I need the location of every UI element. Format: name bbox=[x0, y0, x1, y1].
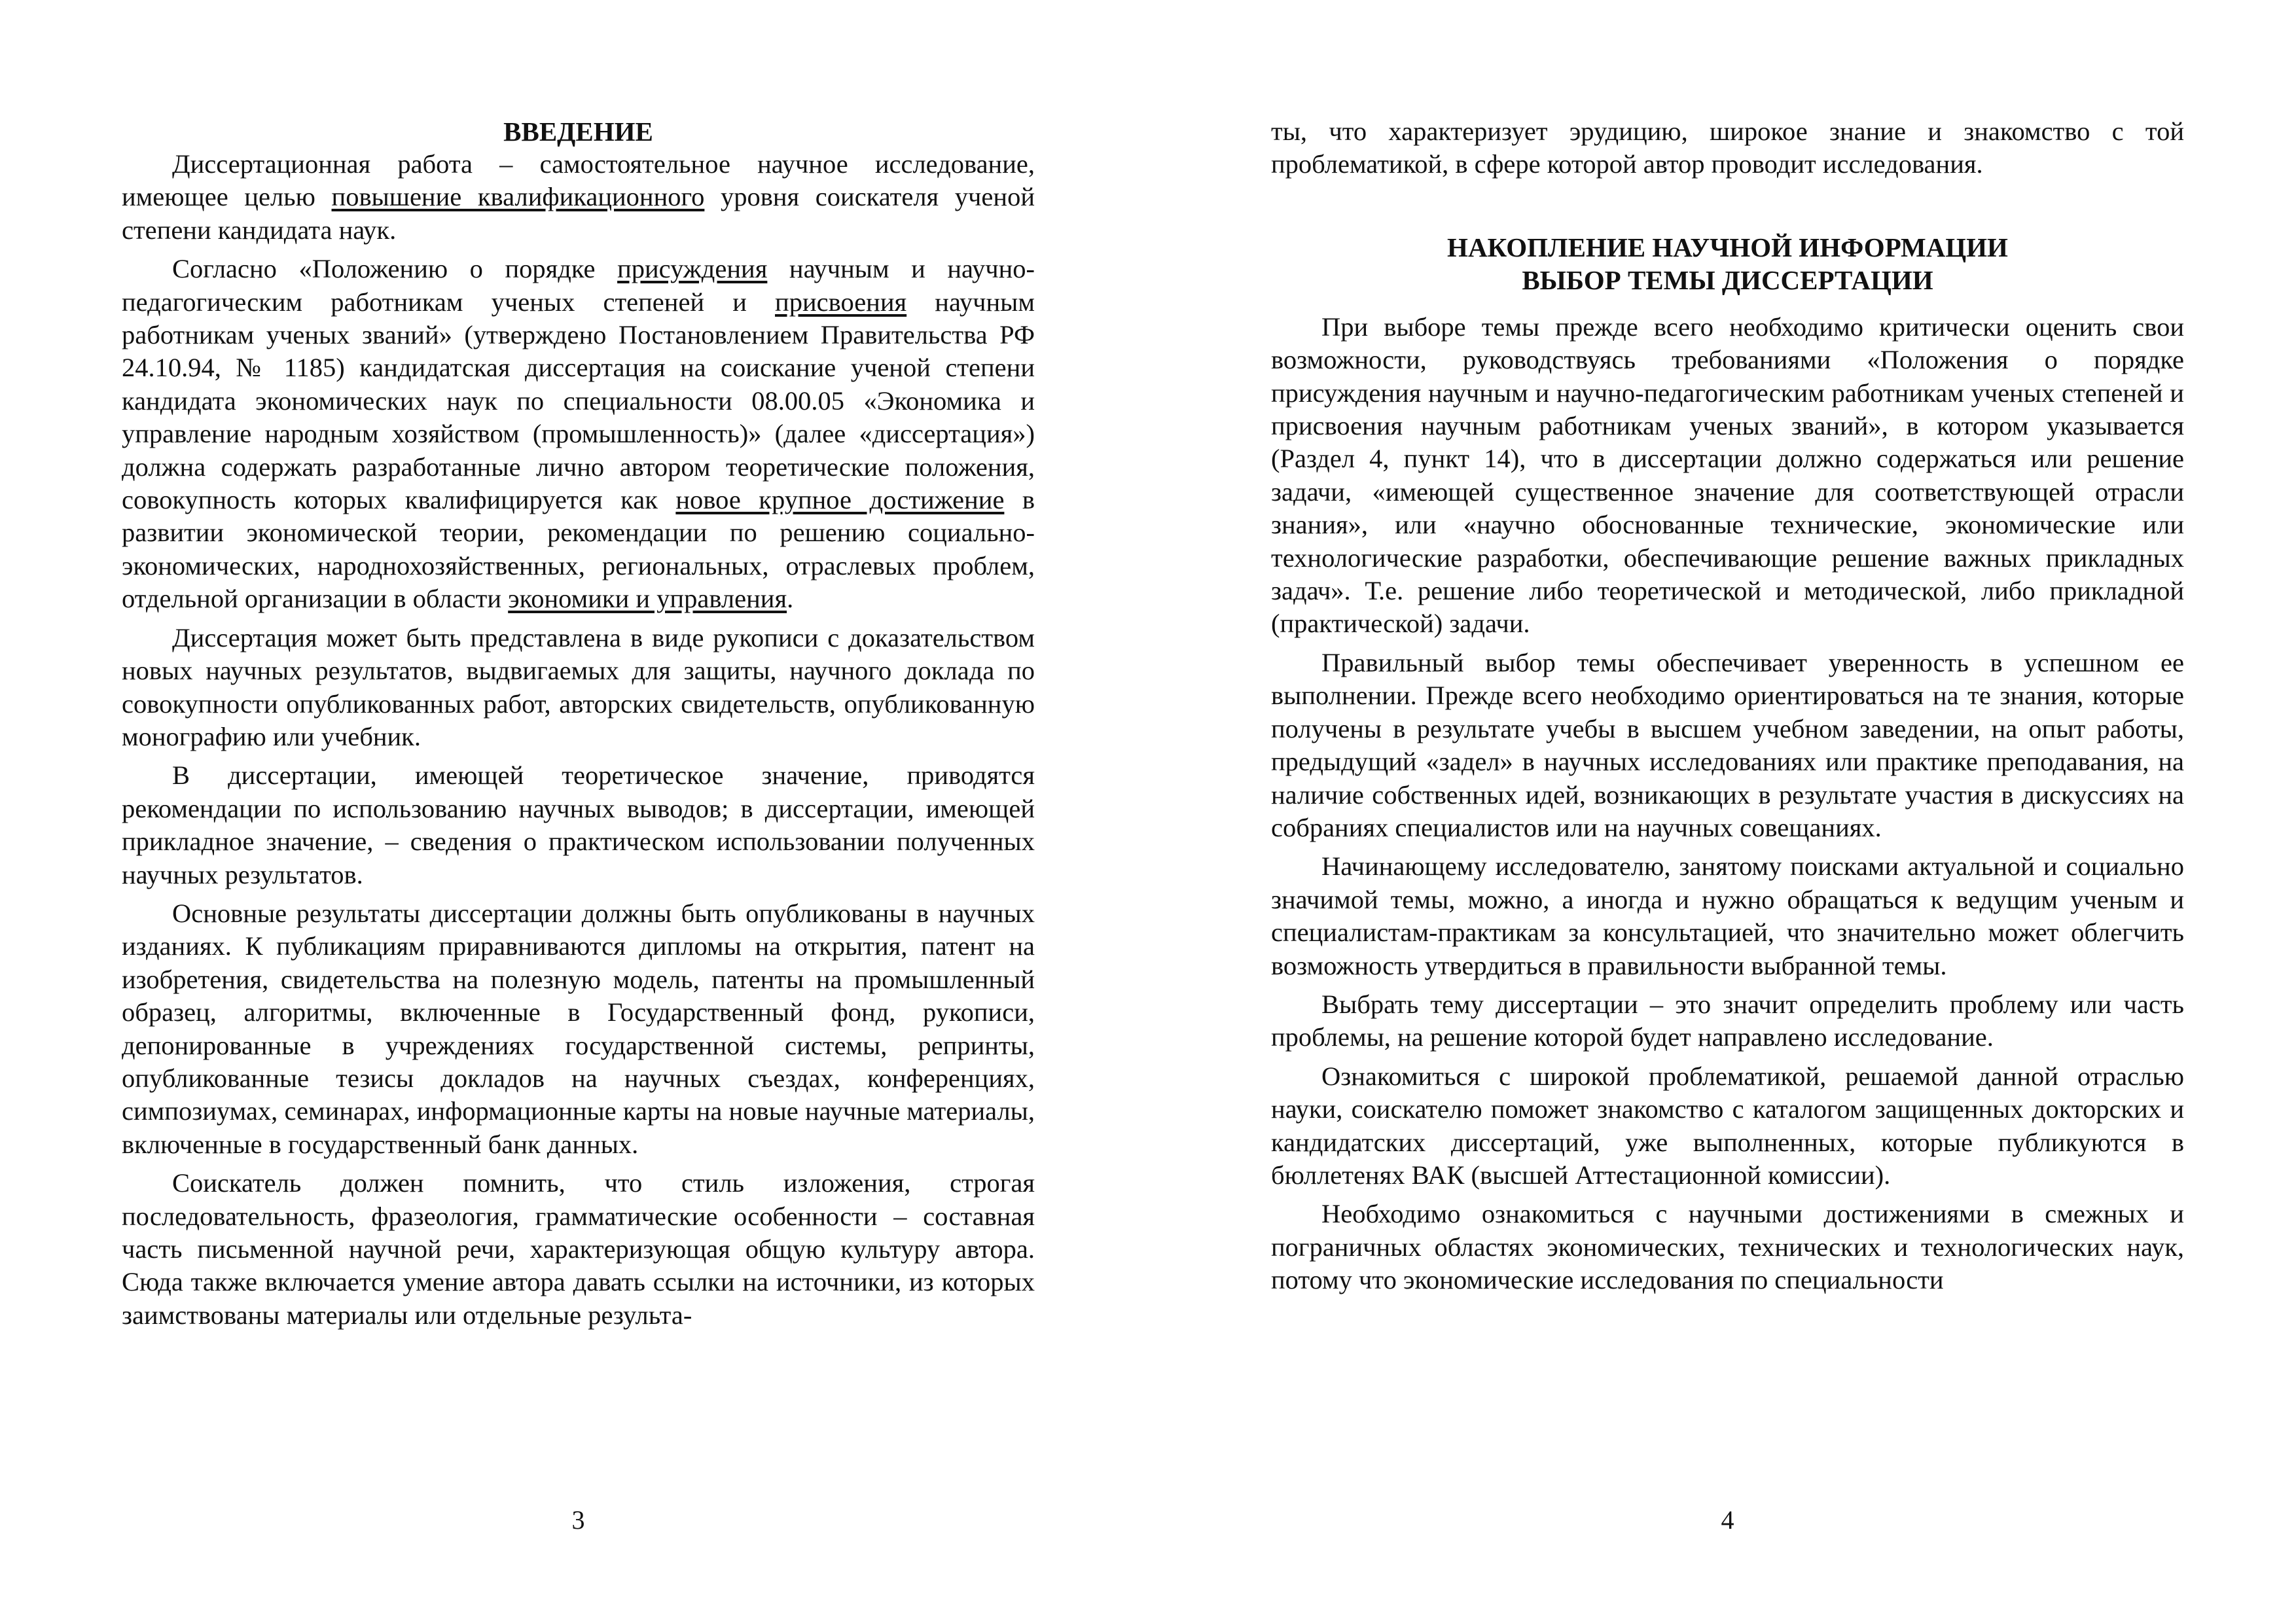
paragraph-dissertation-definition: Диссертационная работа – самостоятельное научное исследование, имеющее целью повышение квалификационного уровня соискателя ученой степени кандидата наук. bbox=[122, 149, 1035, 245]
paragraph-consultation: Начинающему исследователю, занятому поисками актуальной и социально значимой темы, можно, а иногда и нужно обращаться к ведущим ученым и специалистам-практикам за консультацией, что значительно может облегчить возможность утвердиться в правильности выбранной темы. bbox=[1271, 851, 2184, 980]
paragraph-continuation: ты, что характеризует эрудицию, широкое знание и знакомство с той проблематикой, в сфере которой автор проводит исследования. bbox=[1271, 116, 2184, 179]
page-number-right: 4 bbox=[1721, 1505, 1734, 1535]
page-number-left: 3 bbox=[571, 1505, 585, 1535]
right-text-column bbox=[1271, 115, 2184, 1297]
introduction-heading: ВВЕДЕНИЕ bbox=[503, 116, 653, 147]
paragraph-choose-topic: Выбрать тему диссертации – это значит определить проблему или часть проблемы, на решение которой будет направлено исследование. bbox=[1271, 989, 2184, 1052]
paragraph-publications: Основные результаты диссертации должны быть опубликованы в научных изданиях. К публикациям приравниваются дипломы на открытия, патент на изобретения, свидетельства на полезную модель, патенты на промышленный образец, алгоритмы, включенные в Государственный фонд, рукописи, депонированные в учреждениях государственной системы, репринты, опубликованные тезисы докладов на научных съездах, конференциях, симпозиумах, семинарах, информационные карты на новые научные материалы, включенные в государственный банк данных. bbox=[122, 898, 1035, 1159]
underlined-term: новое крупное достижение bbox=[675, 485, 1005, 515]
underlined-term: повышение квалификационного bbox=[331, 182, 705, 212]
section-heading bbox=[1271, 231, 2184, 296]
section-heading-line-2: ВЫБОР ТЕМЫ ДИССЕРТАЦИИ bbox=[1522, 264, 1933, 295]
paragraph-style: Соискатель должен помнить, что стиль изложения, строгая последовательность, фразеология, грамматические особенности – составная часть письменной научной речи, характеризующая общую культуру автора. Сюда также включается умение автора давать ссылки на источники, из которых заимствованы материалы или отдельные результа- bbox=[122, 1168, 1035, 1330]
left-text-column bbox=[122, 115, 1035, 1332]
underlined-term: экономики и управления bbox=[508, 584, 787, 614]
paragraph-topic-choice: При выборе темы прежде всего необходимо критически оценить свои возможности, руководствуясь требованиями «Положения о порядке присуждения научным и научно-педагогическим работникам ученых степеней и присвоения научным работникам ученых званий», в котором указывается (Раздел 4, пункт 14), что в диссертации должно содержаться или решение задачи, «имеющей существенное значение для соответствующей отрасли знания», или «научно обоснованные технические, экономические или технологические разработки, обеспечивающие решение важных прикладных задач». Т.е. решение либо теоретической и методической, либо прикладной (практической) задачи. bbox=[1271, 312, 2184, 639]
paragraph-correct-choice: Правильный выбор темы обеспечивает уверенность в успешном ее выполнении. Прежде всего необходимо ориентироваться на те знания, которые получены в результате учебы в высшем учебном заведении, на опыт работы, предыдущий «задел» в научных исследованиях или практике преподавания, на наличие собственных идей, возникающих в результате участия в дискуссиях на собраниях специалистов или на научных совещаниях. bbox=[1271, 647, 2184, 842]
paragraph-vak-catalog: Ознакомиться с широкой проблематикой, решаемой данной отраслью науки, соискателю поможет знакомство с каталогом защищенных докторских и кандидатских диссертаций, уже выполненных, которые публикуются в бюллетенях ВАК (высшей Аттестационной комиссии). bbox=[1271, 1061, 2184, 1190]
underlined-term: присвоения bbox=[775, 287, 907, 317]
underlined-term: присуждения bbox=[617, 254, 768, 284]
left-page bbox=[122, 115, 1035, 1535]
paragraph-theoretical-applied: В диссертации, имеющей теоретическое значение, приводятся рекомендации по использованию научных выводов; в диссертации, имеющей прикладное значение, – сведения о практическом использовании полученных научных результатов. bbox=[122, 760, 1035, 889]
paragraph-dissertation-forms: Диссертация может быть представлена в виде рукописи с доказательством новых научных результатов, выдвигаемых для защиты, научного доклада по совокупности опубликованных работ, авторских свидетельств, опубликованную монографию или учебник. bbox=[122, 622, 1035, 751]
paragraph-related-fields: Необходимо ознакомиться с научными достижениями в смежных и пограничных областях экономических, технических и технологических наук, потому что экономические исследования по специальности bbox=[1271, 1199, 2184, 1295]
section-heading-line-1: НАКОПЛЕНИЕ НАУЧНОЙ ИНФОРМАЦИИ bbox=[1447, 232, 2008, 262]
paragraph-regulation: Согласно «Положению о порядке присуждения научным и научно-педагогическим работникам ученых степеней и присвоения научным работникам ученых званий» (утверждено Постановлением Правительства РФ 24.10.94, № 1185) кандидатская диссертация на соискание ученой степени кандидата экономических наук по специальности 08.00.05 «Экономика и управление народным хозяйством (промышленность)» (далее «диссертация») должна содержать разработанные лично автором теоретические положения, совокупность которых квалифицируется как новое крупное достижение в развитии экономической теории, рекомендации по решению социально-экономических, народнохозяйственных, региональных, отраслевых проблем, отдельной организации в области экономики и управления. bbox=[122, 254, 1035, 614]
right-page bbox=[1271, 115, 2184, 1535]
